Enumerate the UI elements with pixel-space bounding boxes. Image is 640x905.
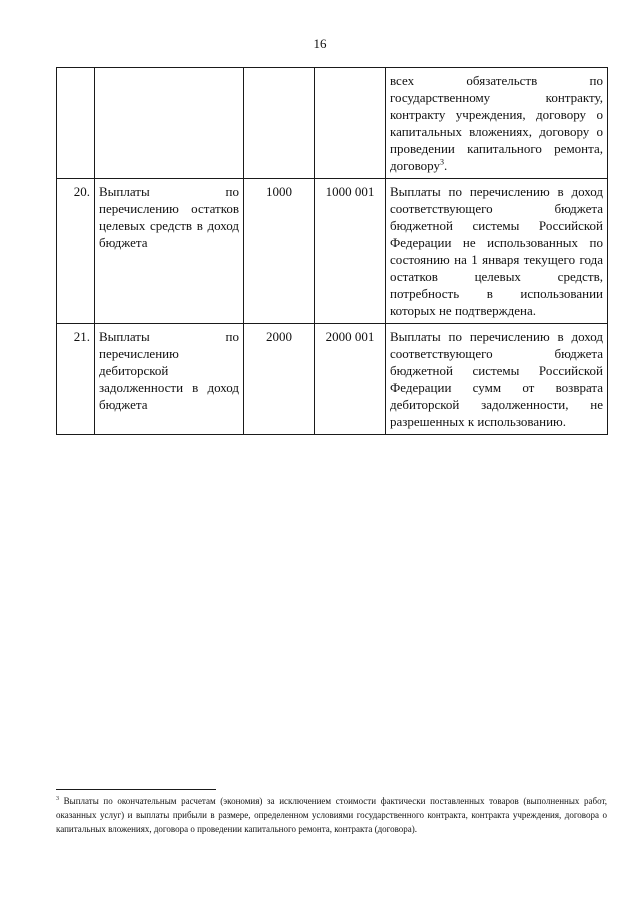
- footnote-mark: 3: [56, 796, 59, 802]
- table-row-continuation: [57, 68, 608, 179]
- row-description-cell: Выплаты по перечислению в доход соответствующего бюджета бюджетной системы Российской Федерации не использованных по состоянию на 1 января текущего года остатков целевых средств, потребность в использовании которых не подтверждена.: [386, 179, 608, 324]
- row-description-cell: Выплаты по перечислению в доход соответствующего бюджета бюджетной системы Российской Федерации сумм от возврата дебиторской задолженности, не разрешенных к использованию.: [386, 324, 608, 435]
- row-name-cell: [95, 68, 244, 179]
- row-number-cell: 21.: [57, 324, 95, 435]
- row-code-cell: [244, 68, 315, 179]
- page-number: 16: [313, 36, 327, 51]
- footnote: [56, 794, 607, 836]
- table-row-21: [57, 324, 608, 435]
- row-name-cell: Выплаты по перечислению остатков целевых средств в доход бюджета: [95, 179, 244, 324]
- row-number-cell: 20.: [57, 179, 95, 324]
- row-description-cell: [386, 68, 608, 179]
- row-code-cell: 2000: [244, 324, 315, 435]
- footnote-reference: 3: [440, 157, 445, 167]
- footnote-text: Выплаты по окончательным расчетам (экономия) за исключением стоимости фактически поставленных товаров (выполненных работ, оказанных услуг) и выплаты прибыли в размере, определенном условиями государственного контракта, контракта учреждения, договора о капитальных вложениях, договора о проведении капитального ремонта, контракта (договора).: [56, 796, 608, 834]
- row-subcode-cell: [315, 68, 386, 179]
- row-subcode-cell: 2000 001: [315, 324, 386, 435]
- row-code-cell: 1000: [244, 179, 315, 324]
- footnote-separator: [56, 789, 216, 790]
- row-number-cell: [57, 68, 95, 179]
- table-row-20: [57, 179, 608, 324]
- classification-table: [56, 67, 608, 435]
- row-description-end: .: [444, 158, 448, 173]
- row-subcode-cell: 1000 001: [315, 179, 386, 324]
- row-name-cell: Выплаты по перечислению дебиторской задолженности в доход бюджета: [95, 324, 244, 435]
- row-description-text: всех обязательств по государственному контракту, контракту учреждения, договору о капитальных вложениях, договору о проведении капитального ремонта, договору: [390, 73, 603, 173]
